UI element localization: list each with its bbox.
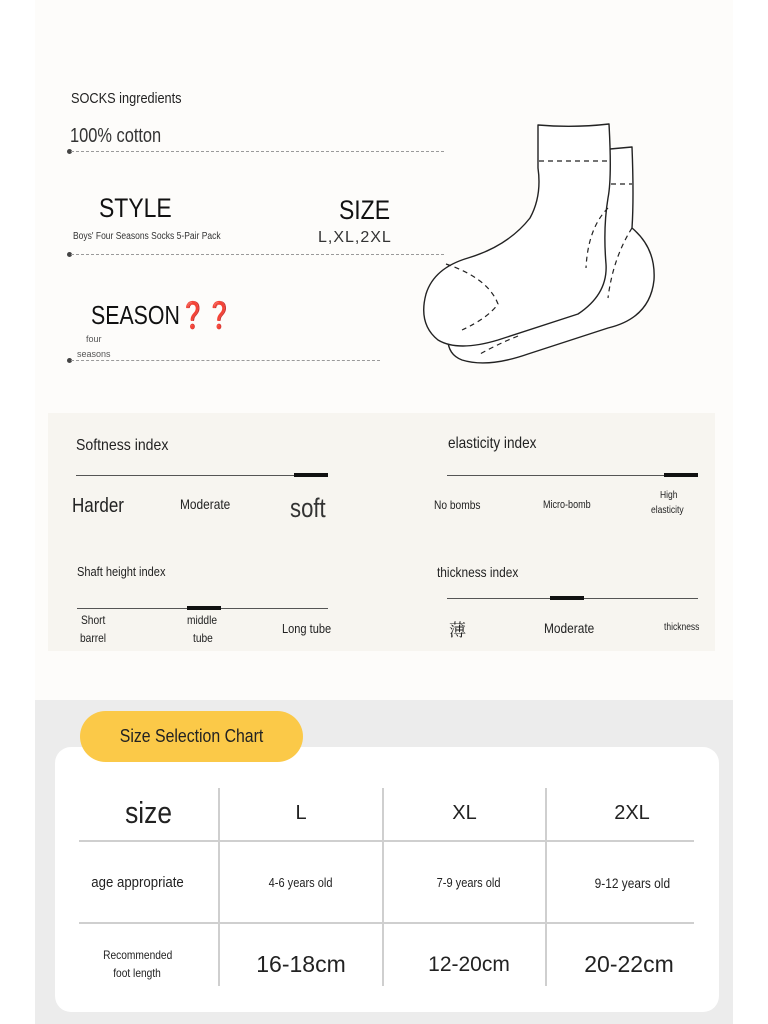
row-label-foot-line2: foot length [113, 966, 162, 980]
shaft-mid-label-line1: middle [187, 613, 218, 627]
thickness-mid-label: Moderate [544, 620, 595, 636]
table-cell: 16-18cm [256, 950, 346, 977]
softness-low-label: Harder [72, 495, 124, 517]
row-label-age: age appropriate [91, 873, 184, 891]
season-value-line1: four [86, 334, 102, 344]
row-label-foot-line1: Recommended [102, 948, 173, 962]
table-cell: 20-22cm [584, 950, 674, 977]
shaft-high-label: Long tube [282, 621, 332, 636]
table-header-size: size [125, 795, 172, 830]
sock-illustration [418, 118, 663, 370]
divider-dashed [71, 151, 444, 152]
ingredients-label: SOCKS ingredients [71, 90, 182, 107]
elasticity-title: elasticity index [448, 435, 537, 452]
season-label: SEASON❓❓ [91, 300, 233, 330]
size-chart-title-badge: Size Selection Chart [80, 711, 303, 762]
thickness-level-marker [550, 596, 584, 600]
elasticity-low-label: No bombs [434, 498, 481, 512]
table-header-L: L [295, 801, 307, 824]
shaft-title: Shaft height index [77, 564, 166, 579]
table-cell: 7-9 years old [437, 874, 501, 890]
elasticity-mid-label: Micro-bomb [543, 499, 591, 511]
shaft-mid-label-line2: tube [193, 631, 213, 645]
table-cell: 12-20cm [428, 953, 510, 976]
softness-level-marker [294, 473, 328, 477]
style-label: STYLE [99, 193, 172, 223]
shaft-low-label-line1: Short [81, 613, 106, 627]
table-cell: 9-12 years old [594, 875, 670, 891]
elasticity-track [447, 475, 698, 476]
elasticity-high-label-line1: High [660, 490, 678, 501]
softness-high-label: soft [290, 493, 326, 523]
table-header-2XL: 2XL [614, 801, 650, 824]
thickness-high-label: thickness [664, 622, 700, 633]
shaft-level-marker [187, 606, 221, 610]
season-value-line2: seasons [77, 349, 111, 359]
elasticity-high-label-line2: elasticity [651, 505, 684, 516]
softness-title: Softness index [76, 437, 169, 454]
table-cell: 4-6 years old [269, 874, 333, 890]
divider-dashed [71, 254, 444, 255]
softness-mid-label: Moderate [180, 496, 231, 512]
shaft-low-label-line2: barrel [80, 631, 107, 645]
size-value: L,XL,2XL [318, 229, 392, 246]
style-value: Boys' Four Seasons Socks 5-Pair Pack [73, 231, 221, 242]
thickness-title: thickness index [437, 564, 519, 580]
thickness-low-label: 薄 [449, 621, 466, 640]
softness-track [76, 475, 328, 476]
divider-dashed [71, 360, 380, 361]
elasticity-level-marker [664, 473, 698, 477]
table-header-XL: XL [452, 801, 477, 824]
ingredients-value: 100% cotton [70, 125, 162, 147]
size-label: SIZE [339, 195, 391, 225]
